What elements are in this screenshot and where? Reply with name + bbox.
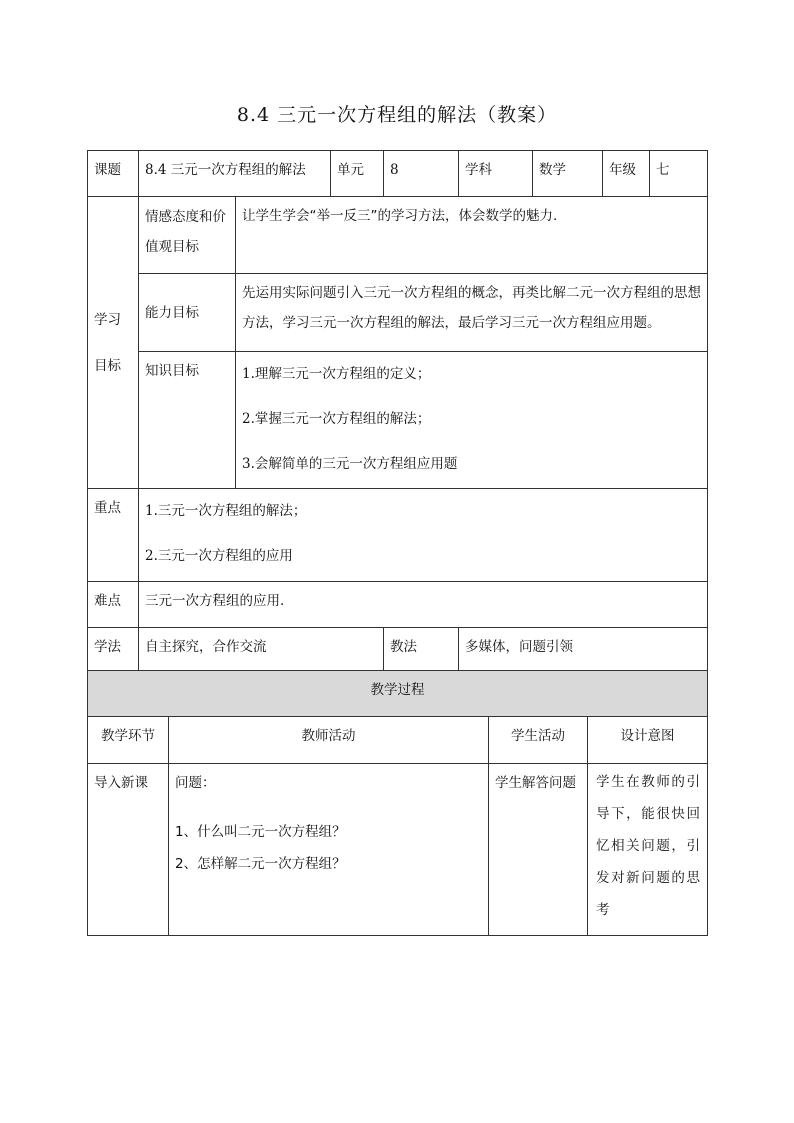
list-item: 1.理解三元一次方程组的定义； — [242, 366, 431, 382]
teaching-method-label: 教法 — [384, 628, 459, 672]
table-row — [88, 764, 708, 936]
key-points-list — [139, 489, 708, 582]
unit-value: 8 — [384, 151, 459, 197]
process-header: 教学过程 — [88, 671, 708, 717]
knowledge-objective-label: 知识目标 — [139, 352, 236, 489]
ability-objective-label: 能力目标 — [139, 274, 236, 352]
list-item: 2、怎样解二元一次方程组？ — [175, 856, 346, 872]
difficulty-label: 难点 — [88, 582, 139, 628]
column-header: 教师活动 — [169, 717, 489, 764]
ability-objective-text: 先运用实际问题引入三元一次方程组的概念，再类比解二元一次方程组的思想方法，学习三元一次方程组的解法，最后学习三元一次方程组应用题。 — [236, 274, 708, 352]
stage-cell: 导入新课 — [88, 764, 169, 936]
student-activity-cell: 学生解答问题 — [489, 764, 588, 936]
knowledge-objective-list — [236, 352, 708, 489]
topic-value: 8.4 三元一次方程组的解法 — [139, 151, 331, 197]
subject-value: 数学 — [533, 151, 603, 197]
column-header: 教学环节 — [88, 717, 169, 764]
unit-label: 单元 — [331, 151, 384, 197]
design-intent-cell: 学生在教师的引导下，能很快回忆相关问题，引发对新问题的思考 — [588, 764, 708, 936]
emotion-objective-text: 让学生学会“举一反三”的学习方法，体会数学的魅力. — [236, 197, 708, 274]
teacher-activity-cell: 问题： 1、什么叫二元一次方程组？ 2、怎样解二元一次方程组？ — [169, 764, 489, 936]
list-item: 2.掌握三元一次方程组的解法； — [242, 411, 431, 427]
emotion-objective-label: 情感态度和价 值观目标 — [139, 197, 236, 274]
page-title: 8.4 三元一次方程组的解法（教案） — [236, 104, 558, 126]
learning-method-value: 自主探究，合作交流 — [139, 628, 384, 672]
list-item: 3.会解简单的三元一次方程组应用题 — [242, 456, 458, 472]
teaching-method-value: 多媒体，问题引领 — [459, 628, 708, 672]
topic-label: 课题 — [88, 151, 139, 197]
list-item: 2.三元一次方程组的应用 — [145, 548, 293, 564]
teaching-process-table — [87, 670, 708, 936]
column-header: 设计意图 — [588, 717, 708, 764]
list-item: 1.三元一次方程组的解法； — [145, 503, 307, 519]
difficulty-text: 三元一次方程组的应用. — [139, 582, 708, 628]
list-item: 1、什么叫二元一次方程组？ — [175, 824, 346, 840]
grade-label: 年级 — [603, 151, 650, 197]
subject-label: 学科 — [459, 151, 533, 197]
lesson-table — [87, 150, 708, 672]
learning-method-label: 学法 — [88, 628, 139, 672]
column-header: 学生活动 — [489, 717, 588, 764]
key-points-label: 重点 — [88, 489, 139, 582]
grade-value: 七 — [650, 151, 708, 197]
objectives-label: 学习 目标 — [88, 197, 139, 489]
